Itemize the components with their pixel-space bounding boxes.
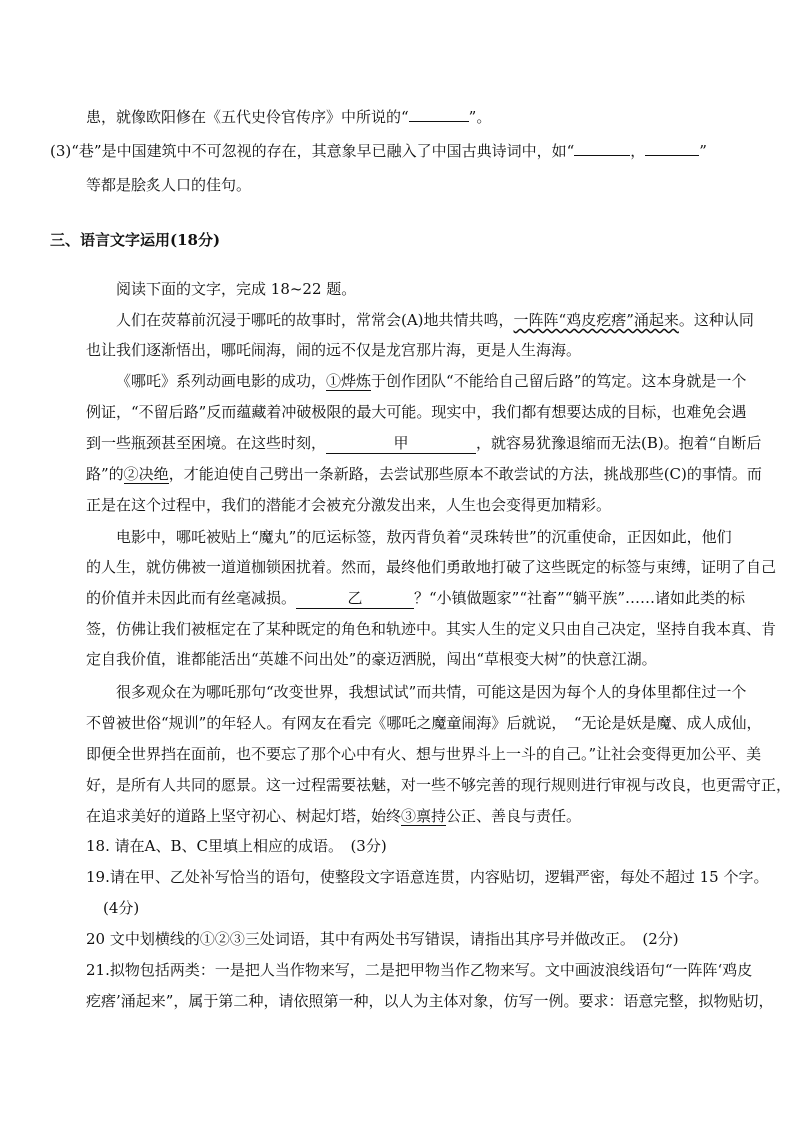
question-3-quote: ”	[699, 142, 707, 160]
question-18: 18. 请在A、B、C里填上相应的成语。 (3分)	[86, 837, 387, 855]
p2-line-5: 正是在这个过程中，我们的潜能才会被充分激发出来，人生也会变得更加精彩。	[86, 496, 612, 514]
answer-blank[interactable]	[409, 107, 469, 122]
section-title: 三、语言文字运用(18分)	[50, 231, 221, 249]
p2-text: 《哪吒》系列动画电影的成功，	[116, 372, 327, 390]
p3-line-2: 的人生，就仿佛被一道道枷锁困扰着。然而，最终他们勇敢地打破了这些既定的标签与束缚，证明了自己	[86, 558, 777, 576]
question-19-score: (4分)	[103, 899, 140, 917]
p4-line-3: 即便全世界挡在面前，也不要忘了那个心中有火、想与世界斗上一斗的自己。”让社会变得更加公平、美	[86, 745, 762, 763]
underlined-word-2: ②决绝	[123, 465, 169, 483]
question-3-comma: ，	[630, 142, 646, 160]
p3-line-3	[86, 588, 745, 609]
blank-jia[interactable]: 甲	[326, 433, 476, 454]
reading-intro: 阅读下面的文字，完成 18~22 题。	[116, 280, 357, 298]
p2-line-4	[86, 464, 762, 484]
p3-line-5: 定自我价值，谁都能活出“英雄不问出处”的豪迈洒脱，闯出“草根变大树”的快意江湖。	[86, 650, 657, 668]
answer-blank[interactable]	[574, 141, 630, 156]
question-21-line-1: 21.拟物包括两类：一是把人当作物来写，二是把甲物当作乙物来写。文中画波浪线语句“一阵阵‘鸡皮	[86, 961, 753, 979]
question-21-line-2: 疙瘩’涌起来”，属于第二种，请依照第一种，以人为主体对象，仿写一例。要求：语意完整，拟物贴切，	[86, 992, 774, 1010]
underlined-word-3: ③禀持	[401, 807, 447, 825]
p2-line-2: 例证，“不留后路”反而蕴藏着冲破极限的最大可能。现实中，我们都有想要达成的目标，也难免会遇	[86, 403, 747, 421]
p3-line-1: 电影中，哪吒被贴上“魔丸”的厄运标签，敖丙背负着“灵珠转世”的沉重使命，正因如此，他们	[116, 528, 732, 546]
p4-line-4: 好，是所有人共同的愿景。这一过程需要祛魅，对一些不够完善的现行规则进行审视与改良，也更需守正，	[86, 776, 792, 794]
wavy-underlined-sentence: 一阵阵“鸡皮疙瘩”涌起来	[513, 311, 679, 329]
p1-text-end: 。这种认同	[678, 311, 754, 329]
top-line-1-text: 患，就像欧阳修在《五代史伶官传序》中所说的“	[86, 108, 409, 126]
p1-line-2: 也让我们逐渐悟出，哪吒闹海，闹的远不仅是龙宫那片海，更是人生海海。	[86, 341, 582, 359]
p4-line-2: 不曾被世俗“规训”的年轻人。有网友在看完《哪吒之魔童闹海》后就说， “无论是妖是魔、成人成仙，	[86, 714, 762, 732]
p1-line-1	[116, 310, 754, 330]
p4-line-1: 很多观众在为哪吒那句“改变世界，我想试试”而共情，可能这是因为每个人的身体里都住过一个	[116, 683, 747, 701]
p2-line-3	[86, 433, 761, 454]
question-3-line-2: 等都是脍炙人口的佳句。	[86, 176, 252, 194]
top-line-1	[86, 107, 491, 127]
p2-line-3-end: ，就容易犹豫退缩而无法(B)。抱着“自断后	[476, 434, 762, 452]
underlined-word-1: ①烨炼	[326, 372, 372, 390]
question-3-text: (3)“巷”是中国建筑中不可忽视的存在，其意象早已融入了中国古典诗词中，如“	[50, 142, 575, 160]
question-3-line	[50, 141, 707, 161]
p4-line-5-end: 公正、善良与责任。	[446, 807, 582, 825]
p2-text-end: 于创作团队“不能给自己留后路”的笃定。这本身就是一个	[371, 372, 747, 390]
question-20: 20 文中划横线的①②③三处词语，其中有两处书写错误，请指出其序号并做改正。 (2分)	[86, 930, 679, 948]
p3-line-3-text: 的价值并未因此而有丝毫减损。	[86, 589, 297, 607]
blank-yi[interactable]: 乙	[296, 588, 414, 609]
p3-line-4: 签，仿佛让我们被框定在了某种既定的角色和轨迹中。其实人生的定义只由自己决定，坚持自我本真、肯	[86, 620, 777, 638]
question-19: 19.请在甲、乙处补写恰当的语句，使整段文字语意连贯，内容贴切，逻辑严密，每处不超过 15 个字。	[86, 868, 769, 886]
p2-line-4-text: 路”的	[86, 465, 124, 483]
p2-line-4-end: ，才能迫使自己劈出一条新路，去尝试那些原本不敢尝试的方法，挑战那些(C)的事情。而	[168, 465, 762, 483]
p2-line-3-text: 到一些瓶颈甚至困境。在这些时刻，	[86, 434, 327, 452]
p2-line-1	[116, 371, 746, 391]
p3-line-3-end: ？“小镇做题家”“社畜”“躺平族”……诸如此类的标	[414, 589, 746, 607]
top-line-1-end: ”。	[468, 108, 492, 126]
p4-line-5	[86, 806, 581, 826]
answer-blank[interactable]	[645, 141, 699, 156]
p4-line-5-text: 在追求美好的道路上坚守初心、树起灯塔，始终	[86, 807, 402, 825]
p1-text: 人们在荧幕前沉浸于哪吒的故事时，常常会(A)地共情共鸣，	[116, 311, 514, 329]
